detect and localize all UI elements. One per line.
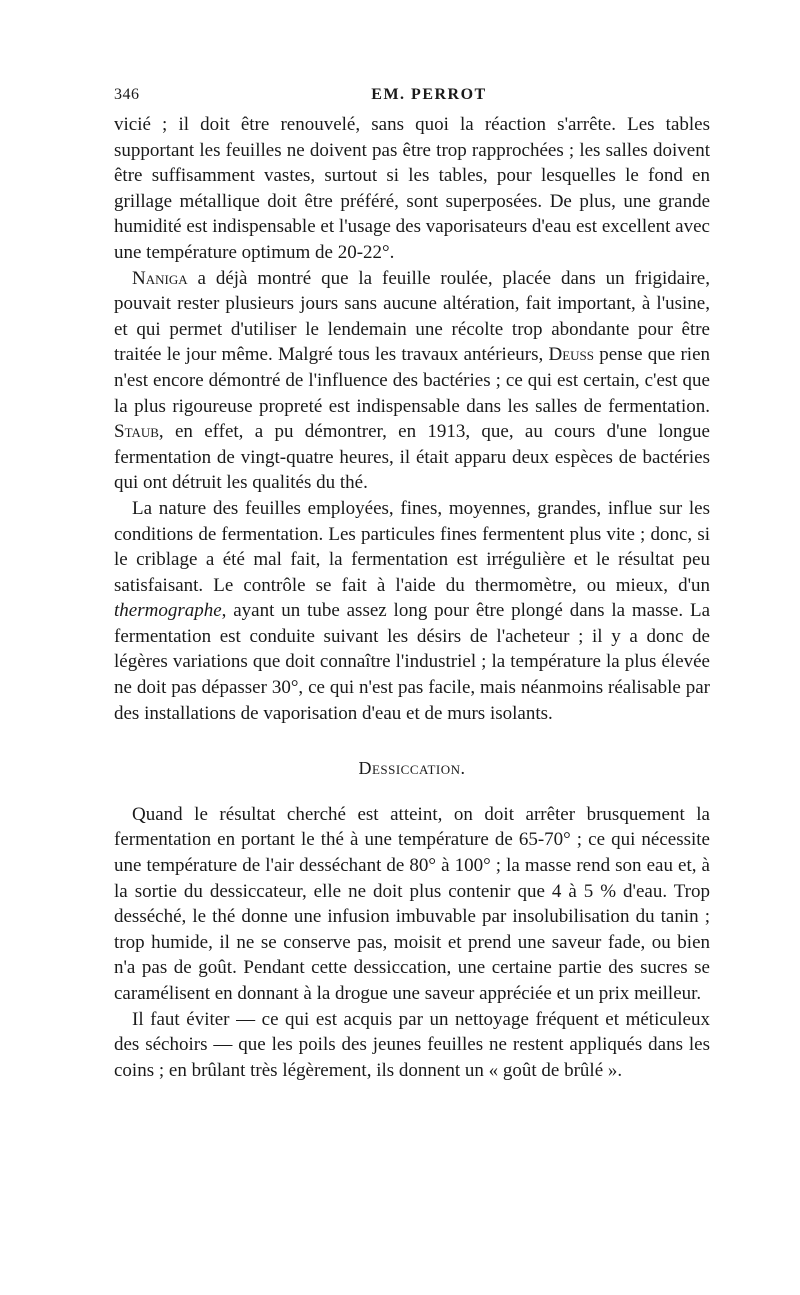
- paragraph-3-text-b: , ayant un tube assez long pour être plongé dans la masse. La fermentation est conduite suivant les désirs de l'acheteur ; il y a donc de légères variations que doit connaître l'industriel ; la température la plus élevée ne doit pas dépasser 30°, ce qui n'est pas facile, mais néanmoins réalisable par des installations de vaporisation d'eau et de murs isolants.: [114, 600, 710, 724]
- body-text: [114, 112, 710, 1083]
- paragraph-5: Il faut éviter — ce qui est acquis par un nettoyage fréquent et méticuleux des séchoirs — que les poils des jeunes feuilles ne restent appliqués dans les coins ; en brûlant très légèrement, ils donnent un « goût de brûlé ».: [114, 1008, 710, 1081]
- paragraph-1: vicié ; il doit être renouvelé, sans quoi la réaction s'arrête. Les tables supportant les feuilles ne doivent pas être trop rapprochées ; les salles doivent être suffisamment vastes, surtout si les tables, pour lesquelles le fond en grillage métallique doit être préféré, sont superposées. De plus, une grande humidité est indispensable et l'usage des vaporisateurs d'eau est excellent avec une température optimum de 20-22°.: [114, 114, 710, 263]
- paragraph-3-italic-term: thermographe: [114, 600, 222, 622]
- paragraph-2: [114, 266, 710, 496]
- paragraph-4: Quand le résultat cherché est atteint, on doit arrêter brusquement la fermentation en portant le thé à une température de 65-70° ; ce qui nécessite une température de l'air desséchant de 80° à 100° ; la masse rend son eau et, à la sortie du dessiccateur, elle ne doit plus contenir que 4 à 5 % d'eau. Trop desséché, le thé donne une infusion imbuvable par insolubilisation du tanin ; trop humide, il ne se conserve pas, moisit et prend une saveur fade, ou bien n'a pas de goût. Pendant cette dessiccation, une certaine partie des sucres se caramélisent en donnant à la drogue une saveur appréciée et un prix meilleur.: [114, 803, 710, 1004]
- paragraph-2-text-c: , en effet, a pu démontrer, en 1913, que, au cours d'une longue fermentation de vingt-quatre heures, il était apparu deux espèces de bactéries qui ont détruit les qualités du thé.: [114, 421, 710, 494]
- author-name-staub: Staub: [114, 421, 159, 443]
- page-number: 346: [114, 86, 140, 103]
- author-name-naniga: Naniga: [132, 267, 188, 289]
- page-header: [114, 86, 710, 112]
- paragraph-2-text-b: pense que rien n'est encore démontré de l'influence des bactéries ; ce qui est certain, c'est que la plus rigoureuse propreté est indispensable dans les salles de fermentation.: [114, 344, 711, 417]
- running-head: EM. PERROT: [371, 86, 487, 103]
- author-name-deuss: Deuss: [548, 344, 595, 366]
- paragraph-2-text-a: a déjà montré que la feuille roulée, placée dans un frigidaire, pouvait rester plusieurs jours sans aucune altération, fait important, à l'usine, et qui permet d'utiliser le lendemain une récolte trop abondante pour être traitée le jour même. Malgré tous les travaux antérieurs,: [114, 267, 710, 366]
- page: [114, 86, 710, 1083]
- section-title: Dessiccation.: [358, 758, 466, 779]
- paragraph-3: [114, 496, 710, 726]
- paragraph-3-text-a: La nature des feuilles employées, fines, moyennes, grandes, influe sur les conditions de fermentation. Les particules fines fermentent plus vite ; donc, si le criblage a été mal fait, la fermentation est irrégulière et le résultat peu satisfaisant. Le contrôle se fait à l'aide du thermomètre, ou mieux, d'un: [114, 497, 710, 596]
